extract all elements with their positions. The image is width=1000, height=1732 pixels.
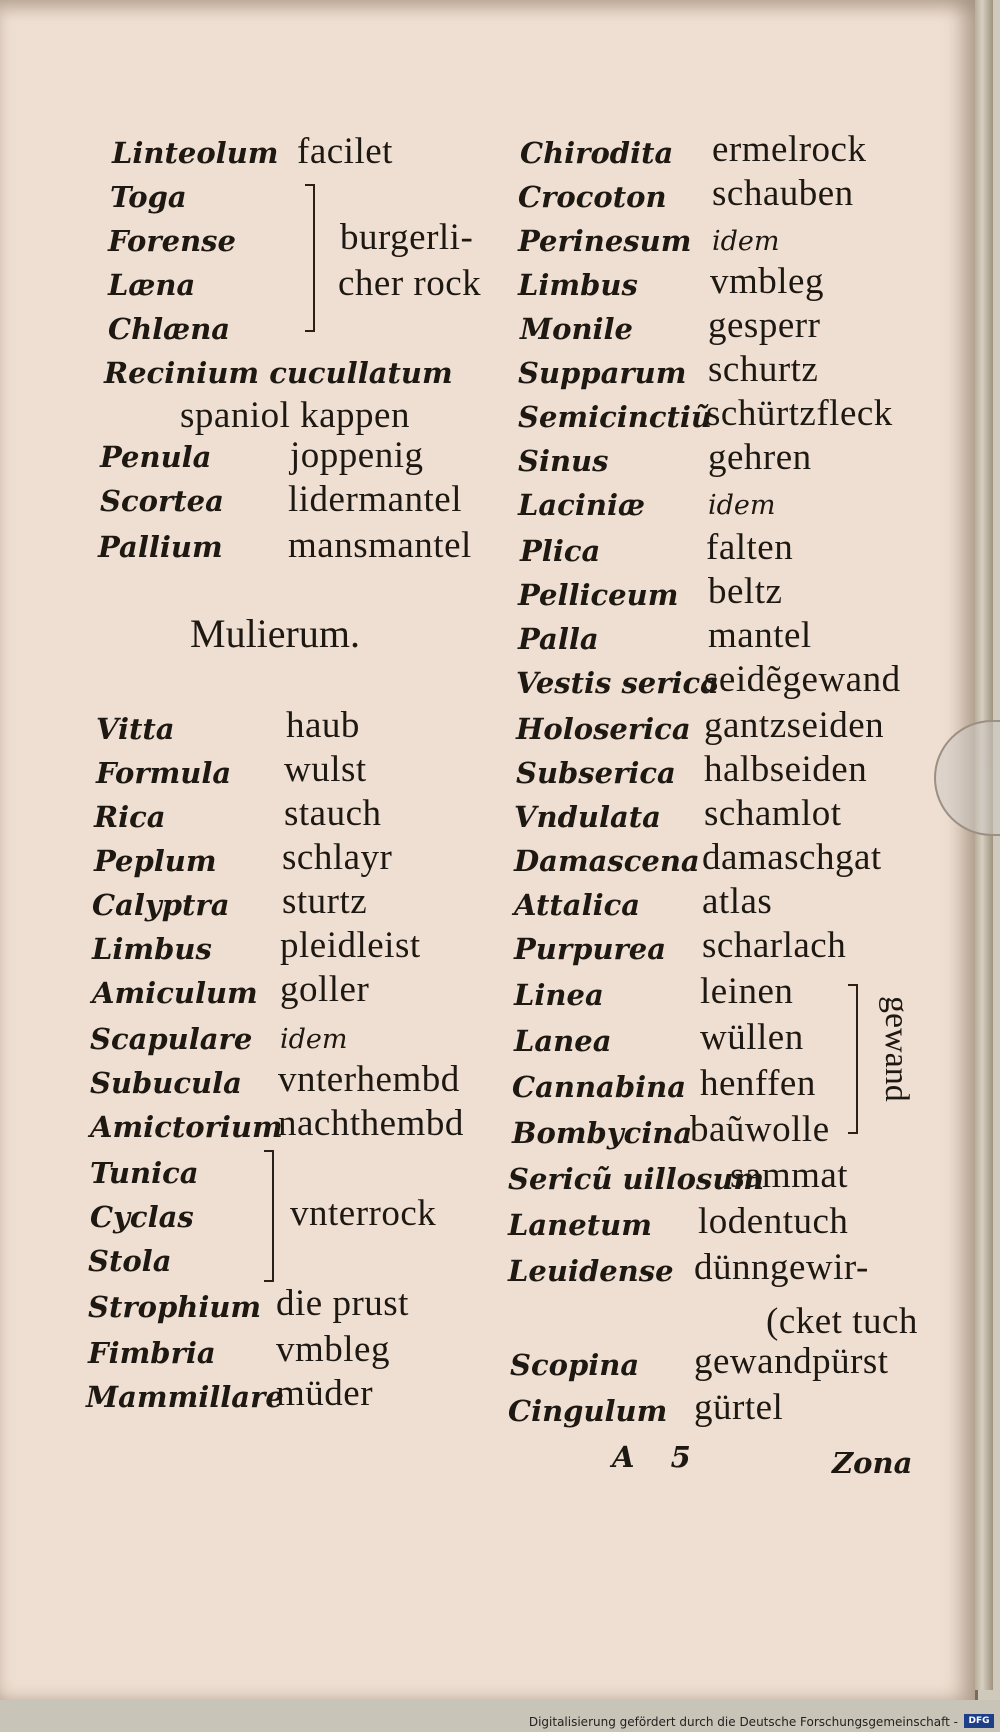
german-term: burgerli- (340, 217, 474, 258)
dfg-logo: DFG (964, 1714, 994, 1728)
german-term: nachthembd (278, 1103, 464, 1144)
latin-term: Scortea (100, 484, 224, 518)
german-term: die prust (276, 1283, 409, 1324)
latin-term: Attalica (514, 888, 641, 922)
german-term: schauben (712, 173, 854, 214)
german-term: gewandpürst (694, 1341, 889, 1382)
german-term: seidẽgewand (704, 659, 901, 700)
german-term: ermelrock (712, 129, 867, 170)
latin-term: Subserica (516, 756, 676, 790)
german-term: leinen (700, 971, 794, 1012)
german-term: baũwolle (690, 1109, 830, 1150)
page-fore-edge (975, 0, 993, 1690)
latin-term: Pelliceum (518, 578, 679, 612)
german-term: joppenig (290, 435, 424, 476)
german-term: henffen (700, 1063, 816, 1104)
german-term: vmbleg (710, 261, 824, 302)
german-term: mansmantel (288, 525, 472, 566)
latin-term: Vndulata (514, 800, 661, 834)
bracket (272, 1150, 274, 1282)
latin-term: Mammillare (86, 1380, 284, 1414)
german-term: idem (280, 1024, 348, 1055)
latin-term: Lanetum (508, 1208, 652, 1242)
latin-term: Bombycina (512, 1116, 693, 1150)
german-term: falten (706, 527, 794, 568)
latin-term: Formula (96, 756, 232, 790)
latin-term: Chlæna (108, 312, 231, 346)
bracket-bottom (305, 330, 313, 332)
latin-term: Amiculum (92, 976, 258, 1010)
latin-term: Toga (110, 180, 187, 214)
german-term: stauch (284, 793, 382, 834)
german-term: halbseiden (704, 749, 868, 790)
german-term: gesperr (708, 305, 821, 346)
latin-term: Amictorium (90, 1110, 283, 1144)
german-term: goller (280, 969, 370, 1010)
german-term: wulst (284, 749, 367, 790)
german-term: facilet (297, 131, 393, 172)
latin-term: Semicinctiũ (518, 400, 713, 434)
german-term: vnterhembd (278, 1059, 460, 1100)
latin-term: Vestis serica (516, 666, 719, 700)
latin-term: Supparum (518, 356, 687, 390)
latin-term: Fimbria (88, 1336, 216, 1370)
german-term: spaniol kappen (180, 395, 410, 436)
latin-term: Sinus (518, 444, 609, 478)
bracket-bottom (848, 1132, 856, 1134)
latin-term: Scapulare (90, 1022, 253, 1056)
german-term: mantel (708, 615, 812, 656)
latin-term: Peplum (94, 844, 217, 878)
german-term: gantzseiden (704, 705, 885, 746)
german-term: müder (276, 1373, 374, 1414)
german-term: sammat (730, 1155, 849, 1196)
german-term: dünngewir- (694, 1247, 869, 1288)
german-term: schlayr (282, 837, 393, 878)
german-term: vnterrock (290, 1193, 437, 1234)
bracket-top (848, 984, 856, 986)
latin-term: Limbus (92, 932, 212, 966)
german-term: vmbleg (276, 1329, 390, 1370)
footer-credit: Digitalisierung gefördert durch die Deutsche Forschungsgemeinschaft - (528, 1715, 958, 1729)
signature-mark: A 5 (612, 1440, 691, 1474)
german-term: schamlot (704, 793, 842, 834)
latin-term: Lanea (514, 1024, 612, 1058)
latin-term: Damascena (514, 844, 700, 878)
latin-term: Pallium (98, 530, 223, 564)
latin-term: Leuidense (508, 1254, 674, 1288)
latin-term: Perinesum (518, 224, 692, 258)
section-heading: Mulierum. (190, 611, 360, 656)
german-term: scharlach (702, 925, 847, 966)
latin-term: Monile (520, 312, 634, 346)
bracket-top (264, 1150, 272, 1152)
latin-term: Palla (518, 622, 599, 656)
german-term: gehren (708, 437, 812, 478)
latin-term: Purpurea (514, 932, 667, 966)
bracket (313, 184, 315, 332)
bracket-bottom (264, 1280, 272, 1282)
latin-term: Calyptra (92, 888, 230, 922)
german-term: atlas (702, 881, 773, 922)
german-term: damaschgat (702, 837, 882, 878)
latin-term: Plica (520, 534, 601, 568)
german-term: schurtz (708, 349, 819, 390)
latin-term: Linea (514, 978, 604, 1012)
latin-term: Forense (108, 224, 236, 258)
bracket-label: gewand (878, 996, 915, 1102)
latin-term: Linteolum (112, 136, 279, 170)
latin-term: Crocoton (518, 180, 667, 214)
german-term: wüllen (700, 1017, 804, 1058)
german-term: idem (708, 490, 776, 521)
latin-term: Limbus (518, 268, 638, 302)
german-term: lodentuch (698, 1201, 849, 1242)
german-term: beltz (708, 571, 783, 612)
latin-term: Laciniæ (518, 488, 645, 522)
bracket-top (305, 184, 313, 186)
bracket (856, 984, 858, 1134)
latin-term: Sericũ uillosum (508, 1162, 765, 1196)
german-term-continuation: (cket tuch (766, 1301, 918, 1342)
latin-term: Tunica (90, 1156, 199, 1190)
latin-term: Strophium (88, 1290, 262, 1324)
latin-term: Cyclas (90, 1200, 194, 1234)
latin-term: Stola (88, 1244, 172, 1278)
latin-term: Rica (94, 800, 166, 834)
german-term: cher rock (338, 263, 482, 304)
latin-term: Penula (100, 440, 212, 474)
latin-term: Holoserica (516, 712, 691, 746)
latin-term: Scopina (510, 1348, 640, 1382)
latin-term: Vitta (96, 712, 175, 746)
german-term: haub (286, 705, 360, 746)
latin-term: Subucula (90, 1066, 242, 1100)
latin-term: Chirodita (520, 136, 674, 170)
german-term: lidermantel (288, 479, 462, 520)
latin-term: Cannabina (512, 1070, 686, 1104)
german-term: schürtzfleck (706, 393, 893, 434)
german-term: gürtel (694, 1387, 784, 1428)
latin-term: Læna (108, 268, 196, 302)
catchword: Zona (832, 1446, 913, 1480)
latin-term: Recinium cucullatum (104, 356, 453, 390)
german-term: pleidleist (280, 925, 421, 966)
german-term: sturtz (282, 881, 368, 922)
german-term: idem (712, 226, 780, 257)
latin-term: Cingulum (508, 1394, 668, 1428)
